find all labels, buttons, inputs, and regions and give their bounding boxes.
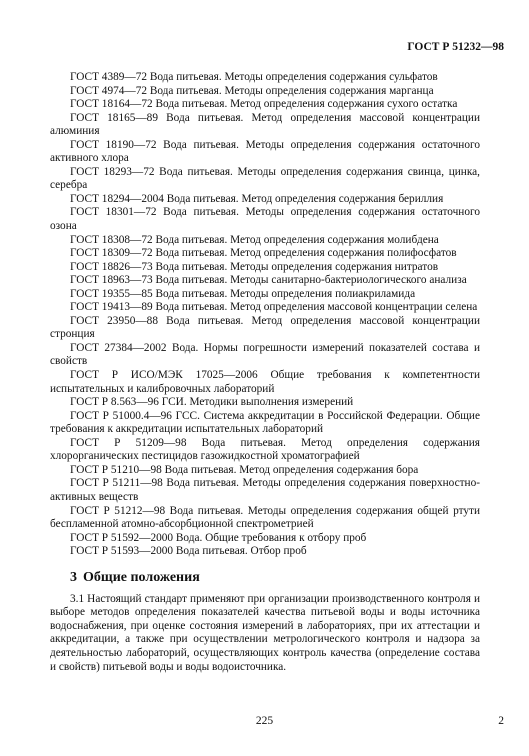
reference-item: ГОСТ 23950—88 Вода питьевая. Метод определения массовой концентрации стронция <box>50 314 480 341</box>
reference-item: ГОСТ Р ИСО/МЭК 17025—2006 Общие требования к компетентности испытательных и калибровочных лабораторий <box>50 369 480 395</box>
reference-item: ГОСТ 27384—2002 Вода. Нормы погрешности измерений показателей состава и свойств <box>50 341 480 368</box>
reference-item: ГОСТ 18293—72 Вода питьевая. Методы определения содержания свинца, цинка, серебра <box>50 165 480 192</box>
reference-item: ГОСТ 18826—73 Вода питьевая. Методы определения содержания нитратов <box>70 260 439 273</box>
reference-item: ГОСТ Р 51000.4—96 ГСС. Система аккредитации в Российской Федерации. Общие требования к аккредитации испытательных лабораторий <box>50 409 480 436</box>
document-header: ГОСТ Р 51232—98 <box>407 41 504 53</box>
page-number-right: 2 <box>498 715 504 727</box>
reference-item: ГОСТ 19413—89 Вода питьевая. Метод определения массовой концентрации селена <box>70 301 478 314</box>
reference-item: ГОСТ 18301—72 Вода питьевая. Методы определения содержания остаточного озона <box>50 206 480 233</box>
reference-item: ГОСТ Р 51209—98 Вода питьевая. Метод определения содержания хлорорганических пестицидов газожидкостной хроматографией <box>50 436 480 463</box>
reference-item: ГОСТ 18309—72 Вода питьевая. Метод определения содержания полифосфатов <box>70 247 457 260</box>
reference-item: ГОСТ Р 51211—98 Вода питьевая. Методы определения содержания поверхностно-активных веществ <box>50 477 480 503</box>
reference-item: ГОСТ 18165—89 Вода питьевая. Метод определения массовой концентрации алюминия <box>50 111 480 138</box>
reference-item: ГОСТ 18963—73 Вода питьевая. Методы санитарно-бактериологического анализа <box>70 274 467 287</box>
reference-list <box>50 71 480 559</box>
reference-item: ГОСТ Р 51210—98 Вода питьевая. Метод определения содержания бора <box>70 463 419 476</box>
section-title: Общие положения <box>83 569 200 585</box>
reference-item: ГОСТ Р 51212—98 Вода питьевая. Методы определения содержания общей ртути беспламенной атомно-абсорбционной спектрометрией <box>50 504 480 531</box>
reference-item: ГОСТ 18308—72 Вода питьевая. Метод определения содержания молибдена <box>70 233 439 246</box>
reference-item: ГОСТ Р 51593—2000 Вода питьевая. Отбор проб <box>70 545 307 558</box>
section-paragraph: 3.1 Настоящий стандарт применяют при организации производственного контроля и выборе методов определения показателей качества питьевой воды и воды источника водоснабжения, при оценке состояния измерений в лабораториях, при их аттестации и аккредитации, а также при осуществлении метрологического контроля и надзора за деятельностью лабораторий, осуществляющих контроль качества (определение состава и свойств) питьевой воды и воды водоисточника. <box>50 592 480 673</box>
reference-item: ГОСТ Р 8.563—96 ГСИ. Методики выполнения измерений <box>70 396 354 409</box>
reference-item: ГОСТ 18294—2004 Вода питьевая. Метод определения содержания бериллия <box>70 192 444 205</box>
reference-item: ГОСТ 18190—72 Вода питьевая. Методы определения содержания остаточного активного хлора <box>50 138 480 165</box>
reference-item: ГОСТ 19355—85 Вода питьевая. Методы определения полиакриламида <box>70 287 416 300</box>
reference-item: ГОСТ 18164—72 Вода питьевая. Метод определения содержания сухого остатка <box>70 98 458 111</box>
section-heading <box>70 569 480 587</box>
reference-item: ГОСТ 4974—72 Вода питьевая. Методы определения содержания марганца <box>70 84 434 97</box>
document-body <box>50 71 480 674</box>
section-number: 3 <box>70 569 77 585</box>
reference-item: ГОСТ 4389—72 Вода питьевая. Методы определения содержания сульфатов <box>70 71 438 83</box>
page-number-center: 225 <box>255 715 274 727</box>
reference-item: ГОСТ Р 51592—2000 Вода. Общие требования к отбору проб <box>70 531 367 544</box>
